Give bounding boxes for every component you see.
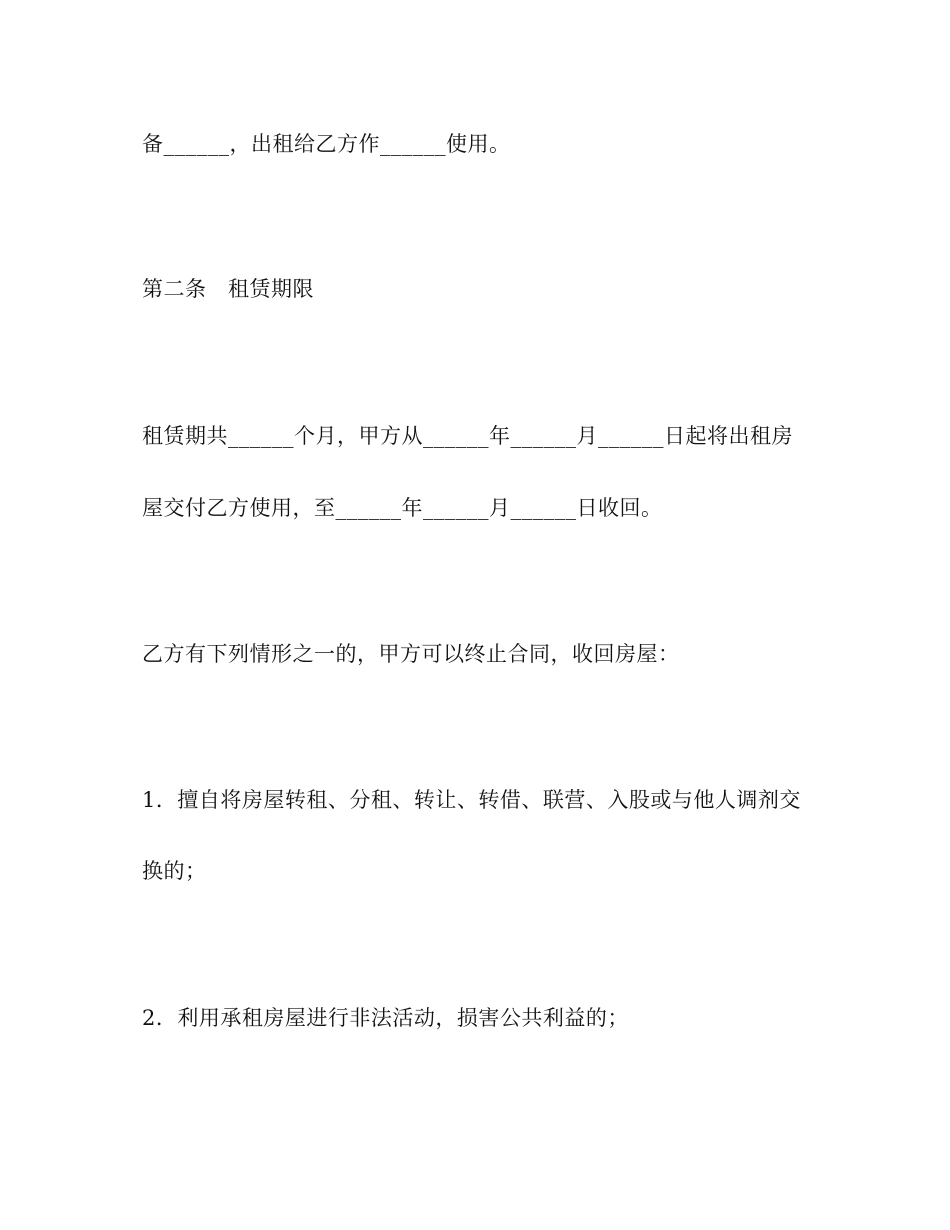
list-item-2: 2．利用承租房屋进行非法活动，损害公共利益的； xyxy=(142,1006,629,1030)
paragraph-line-usage: 备______，出租给乙方作______使用。 xyxy=(142,132,511,156)
paragraph-line-termination-intro: 乙方有下列情形之一的，甲方可以终止合同，收回房屋： xyxy=(142,642,680,666)
section-heading-lease-term: 第二条 租赁期限 xyxy=(142,277,314,301)
paragraph-line-lease-period: 租赁期共______个月，甲方从______年______月______日起将出租房 xyxy=(142,424,793,448)
list-item-1-line-2: 换的； xyxy=(142,859,207,883)
list-item-1-line-1: 1．擅自将房屋转租、分租、转让、转借、联营、入股或与他人调剂交 xyxy=(142,788,801,812)
paragraph-line-lease-return: 屋交付乙方使用，至______年______月______日收回。 xyxy=(142,496,663,520)
